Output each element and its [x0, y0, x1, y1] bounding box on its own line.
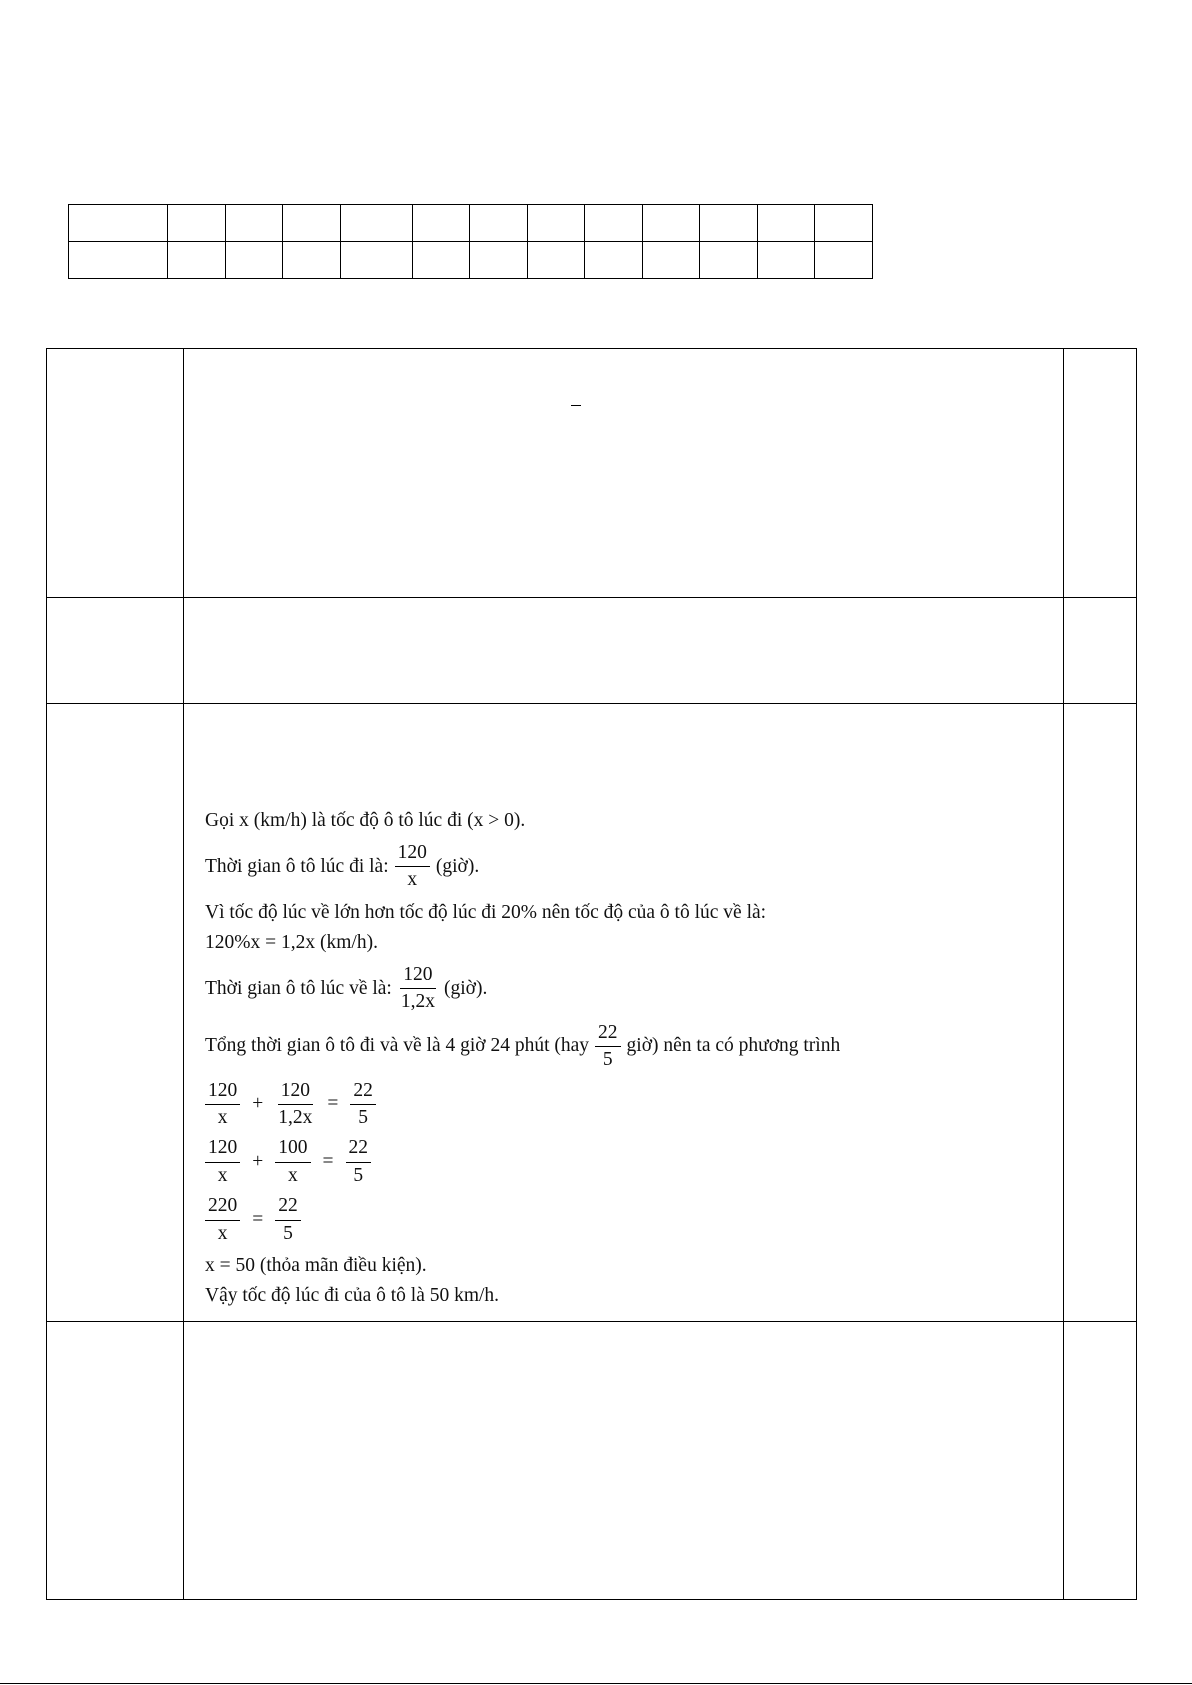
- answer-cell: [184, 349, 1064, 598]
- grid-cell: [283, 242, 341, 279]
- solution-table: [46, 348, 1137, 1600]
- fraction: [205, 1080, 240, 1130]
- fraction-denominator: x: [288, 1164, 298, 1186]
- fraction-numerator: 120: [395, 842, 430, 867]
- equals-sign: =: [322, 1151, 334, 1173]
- grid-cell: [69, 242, 168, 279]
- let-line: Gọi x (km/h) là tốc độ ô tô lúc đi (x > 0).: [205, 809, 526, 831]
- question-label-cell: [47, 704, 184, 1322]
- conclusion-line: Vậy tốc độ lúc đi của ô tô là 50 km/h.: [205, 1284, 500, 1306]
- fraction-numerator: 120: [205, 1137, 240, 1162]
- fraction-denominator: x: [217, 1164, 228, 1186]
- fraction: [350, 1080, 376, 1130]
- fraction-denominator: x: [217, 1106, 228, 1128]
- time-back-prefix: Thời gian ô tô lúc về là:: [205, 977, 392, 999]
- total-prefix: Tổng thời gian ô tô đi và về là 4 giờ 24 phút (hay: [205, 1035, 590, 1057]
- fraction-denominator: 5: [353, 1164, 364, 1186]
- fraction-denominator: 5: [358, 1106, 368, 1128]
- fraction: [275, 1195, 301, 1245]
- speed-reason-line: Vì tốc độ lúc về lớn hơn tốc độ lúc đi 20% nên tốc độ của ô tô lúc về là:: [205, 901, 767, 923]
- fraction: [275, 1080, 315, 1130]
- solution-row: [47, 1322, 1137, 1600]
- grid-cell: [470, 242, 528, 279]
- grid-cell: [527, 205, 585, 242]
- total-suffix: giờ) nên ta có phương trình: [626, 1035, 841, 1057]
- score-cell: [1064, 704, 1137, 1322]
- answer-cell: [184, 1322, 1064, 1600]
- fraction: [398, 964, 438, 1014]
- fraction-numerator: 100: [275, 1137, 310, 1162]
- grid-cell: [168, 205, 226, 242]
- grid-cell: [168, 242, 226, 279]
- grid-cell: [700, 242, 758, 279]
- fraction-numerator: 22: [346, 1137, 372, 1162]
- grid-cell: [585, 242, 643, 279]
- grid-cell: [815, 242, 873, 279]
- fraction-numerator: 120: [205, 1080, 240, 1105]
- solution-row: [47, 704, 1137, 1322]
- answer-grid-row: [69, 205, 873, 242]
- fraction: [205, 1137, 240, 1187]
- time-go-line: [205, 842, 1063, 892]
- fraction: [346, 1137, 372, 1187]
- time-back-suffix: (giờ).: [443, 977, 488, 999]
- page-bottom-rule: [0, 1683, 1192, 1684]
- fraction-numerator: 22: [350, 1080, 376, 1105]
- grid-cell: [225, 205, 283, 242]
- answer-grid: [68, 204, 873, 279]
- answer-cell: [184, 704, 1064, 1322]
- fraction-numerator: 22: [595, 1022, 621, 1047]
- equation-1: [205, 1080, 1063, 1130]
- grid-cell: [757, 205, 815, 242]
- solution-text: [184, 704, 1063, 1311]
- question-label-cell: [47, 598, 184, 704]
- equals-sign: =: [327, 1093, 339, 1115]
- equation-2: [205, 1137, 1063, 1187]
- result-line: x = 50 (thỏa mãn điều kiện).: [205, 1254, 427, 1276]
- score-cell: [1064, 598, 1137, 704]
- plus-sign: +: [252, 1093, 264, 1115]
- stray-dash: [571, 405, 581, 406]
- grid-cell: [757, 242, 815, 279]
- grid-cell: [412, 242, 470, 279]
- plus-sign: +: [252, 1151, 264, 1173]
- grid-cell: [283, 205, 341, 242]
- total-time-line: [205, 1022, 1063, 1072]
- fraction-denominator: x: [217, 1222, 228, 1244]
- fraction-denominator: 5: [602, 1049, 613, 1071]
- grid-cell: [412, 205, 470, 242]
- equation-3: [205, 1195, 1063, 1245]
- fraction-numerator: 120: [400, 964, 435, 989]
- fraction: [595, 1022, 621, 1072]
- grid-cell: [340, 205, 412, 242]
- question-label-cell: [47, 349, 184, 598]
- equals-sign: =: [252, 1208, 264, 1230]
- score-cell: [1064, 349, 1137, 598]
- fraction-numerator: 22: [275, 1195, 301, 1220]
- grid-cell: [585, 205, 643, 242]
- fraction-denominator: 1,2x: [400, 991, 435, 1013]
- grid-cell: [527, 242, 585, 279]
- time-go-suffix: (giờ).: [435, 855, 480, 877]
- fraction: [395, 842, 430, 892]
- fraction-denominator: 5: [283, 1222, 293, 1244]
- grid-cell: [69, 205, 168, 242]
- fraction-denominator: 1,2x: [278, 1106, 313, 1128]
- grid-cell: [815, 205, 873, 242]
- grid-cell: [642, 205, 700, 242]
- speed-back-line: 120%x = 1,2x (km/h).: [205, 931, 378, 953]
- score-cell: [1064, 1322, 1137, 1600]
- fraction-numerator: 120: [278, 1080, 313, 1105]
- fraction: [275, 1137, 310, 1187]
- solution-row: [47, 598, 1137, 704]
- grid-cell: [642, 242, 700, 279]
- fraction-numerator: 220: [205, 1195, 240, 1220]
- grid-cell: [700, 205, 758, 242]
- answer-cell: [184, 598, 1064, 704]
- question-label-cell: [47, 1322, 184, 1600]
- answer-grid-row: [69, 242, 873, 279]
- grid-cell: [470, 205, 528, 242]
- time-go-prefix: Thời gian ô tô lúc đi là:: [205, 855, 389, 877]
- solution-row: [47, 349, 1137, 598]
- time-back-line: [205, 964, 1063, 1014]
- fraction-denominator: x: [407, 869, 418, 891]
- fraction: [205, 1195, 240, 1245]
- grid-cell: [225, 242, 283, 279]
- grid-cell: [340, 242, 412, 279]
